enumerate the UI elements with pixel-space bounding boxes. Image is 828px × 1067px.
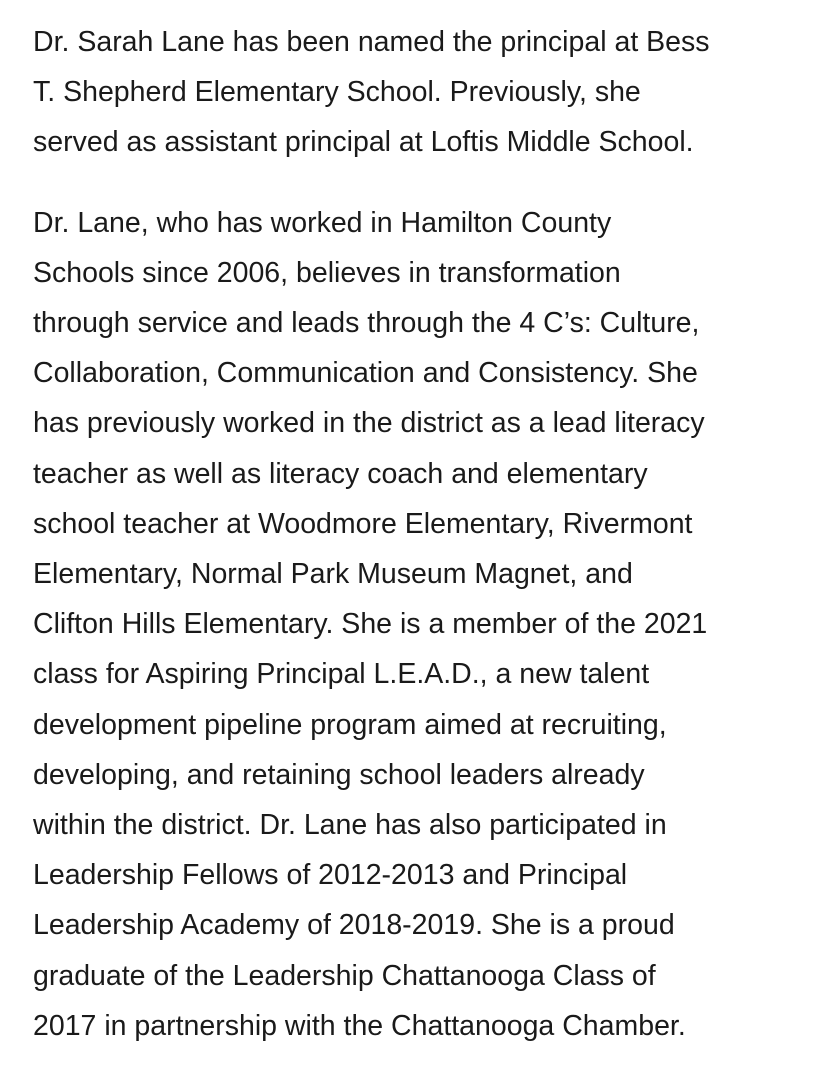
text-line: graduate of the Leadership Chattanooga Class of [33, 959, 656, 992]
text-line: T. Shepherd Elementary School. Previously, she [33, 76, 641, 109]
text-line: Dr. Lane, who has worked in Hamilton County [33, 206, 612, 239]
text-line: served as assistant principal at Loftis Middle School. [33, 126, 694, 159]
text-line: teacher as well as literacy coach and elementary [33, 457, 648, 490]
paragraph-biography [33, 198, 813, 1051]
text-line: through service and leads through the 4 C’s: Culture, [33, 307, 700, 340]
text-line: Collaboration, Communication and Consistency. She [33, 357, 698, 390]
text-line: development pipeline program aimed at recruiting, [33, 708, 667, 741]
text-line: Leadership Fellows of 2012-2013 and Principal [33, 859, 628, 892]
text-line: 2017 in partnership with the Chattanooga Chamber. [33, 1009, 686, 1042]
text-line: class for Aspiring Principal L.E.A.D., a new talent [33, 658, 650, 691]
paragraph-announcement [33, 17, 813, 168]
text-line: developing, and retaining school leaders already [33, 758, 645, 791]
text-line: within the district. Dr. Lane has also participated in [33, 809, 667, 842]
text-line: has previously worked in the district as a lead literacy [33, 407, 705, 440]
text-line: Schools since 2006, believes in transformation [33, 256, 621, 289]
article-body [33, 17, 813, 1051]
text-line: Leadership Academy of 2018-2019. She is a proud [33, 909, 675, 942]
text-line: Clifton Hills Elementary. She is a member of the 2021 [33, 608, 708, 641]
text-line: Dr. Sarah Lane has been named the principal at Bess [33, 26, 710, 58]
text-line: Elementary, Normal Park Museum Magnet, and [33, 558, 633, 591]
text-line: school teacher at Woodmore Elementary, Rivermont [33, 507, 693, 540]
